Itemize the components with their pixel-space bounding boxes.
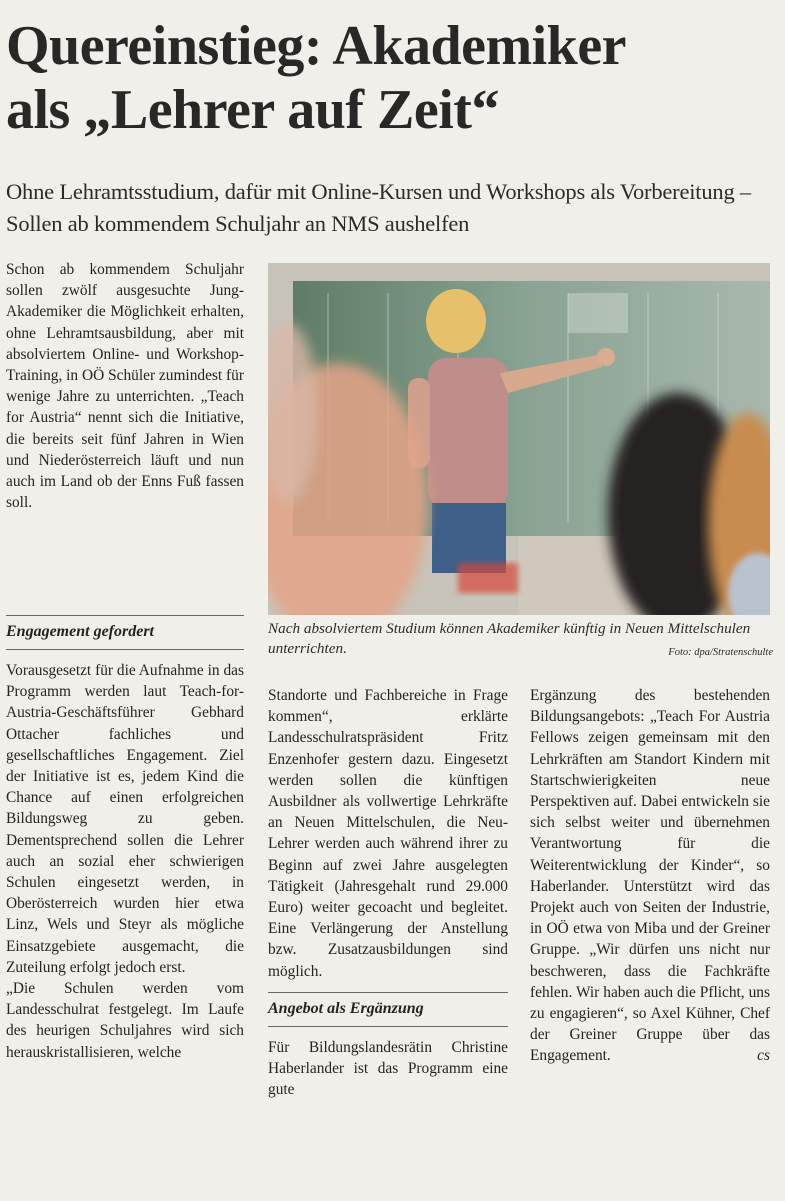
paragraph-schools-start: „Die Schulen werden vom Landesschulrat festgelegt. Im Laufe des heurigen Schuljahres wird sich herauskristallisieren, welche [6,980,244,1061]
paragraph-angebot-cont [530,685,770,1067]
subheadline: Ohne Lehramtsstudium, dafür mit Online-Kursen und Workshops als Vorbereitung – Sollen ab kommendem Schuljahr an NMS aushelfen [6,179,751,236]
classroom-photo-illustration [268,263,770,615]
article-photo [268,263,770,615]
column-2 [268,685,508,1100]
paragraph-schools-cont: Standorte und Fachbereiche in Frage kommen“, erklärte Landesschulratspräsident Fritz Enzenhofer gestern dazu. Eingesetzt werden sollen die künftigen Ausbildner als vollwertige Lehrkräfte an Neuen Mittelschulen, die Neu-Lehrer werden auch während ihrer zu Beginn auf zwei Jahre ausgelegten Tätigkeit (Jahresgehalt rund 29.000 Euro) weiter gecoacht und begleitet. Eine Verlängerung der Anstellung bzw. Zusatzausbildungen sind möglich. [268,687,508,980]
photo-caption: Nach absolviertem Studium können Akademiker künftig in Neuen Mittelschulen unterrichten. [268,620,751,657]
intro-paragraph: Schon ab kommendem Schuljahr sollen zwölf ausgesuchte Jung-Akademiker die Möglichkeit erhalten, ohne Lehramtsausbildung, aber mit absolviertem Online- und Workshop-Training, in OÖ Schüler zumindest für wenige Jahre zu unterrichten. „Teach for Austria“ nennt sich die Initiative, die bereits seit fünf Jahren in Wien und Niederösterreich läuft und nun auch im Land ob der Enns Fuß fassen soll. [6,261,244,512]
column-1-intro [6,259,244,513]
author-initials: cs [757,1047,770,1065]
headline [6,14,776,142]
paragraph-angebot-text: Ergänzung des bestehenden Bildungsangebots: „Teach For Austria Fellows zeigen gemeinsam mit den Lehrkräften am Standort Kindern mit Startschwierigkeiten neue Perspektiven auf. Dabei entwickeln sie sich selbst weiter und übernehmen Verantwortung für die Weiterentwicklung der Kinder“, so Haberlander. Unterstützt wird das Projekt auch von Seiten der Industrie, in OÖ etwa von Miba und der Greiner Gruppe. „Wir dürfen uns nicht nur beschweren, dass die Fachkräfte fehlen. Wir haben auch die Pflicht, uns zu engagieren“, so Axel Kühner, Chef der Greiner Gruppe über das Engagement. [530,687,770,1065]
headline-line-2: als „Lehrer auf Zeit“ [6,79,499,141]
subtitle-engagement: Engagement gefordert [6,615,244,650]
paragraph-angebot-start: Für Bildungslandesrätin Christine Haberlander ist das Programm eine gute [268,1038,508,1099]
column-1 [6,660,244,1063]
photo-credit: Foto: dpa/Stratenschulte [668,647,773,658]
headline-line-1: Quereinstieg: Akademiker [6,15,627,77]
photo-caption-block [268,619,773,663]
subtitle-angebot: Angebot als Ergänzung [268,992,508,1027]
paragraph-engagement: Vorausgesetzt für die Aufnahme in das Programm werden laut Teach-for-Austria-Geschäftsführer Gebhard Ottacher fachliches und gesellschaftliches Engagement. Ziel der Initiative ist es, jedem Kind die Chance auf einen erfolgreichen Bildungsweg zu geben. Dementsprechend sollen die Lehrer auch an sozial eher schwierigen Schulen eingesetzt werden, in Oberösterreich wurden hier etwa Linz, Wels und Steyr als mögliche Einsatzgebiete ausgemacht, die Zuteilung erfolgt jedoch erst. [6,662,244,976]
column-3 [530,685,770,1067]
